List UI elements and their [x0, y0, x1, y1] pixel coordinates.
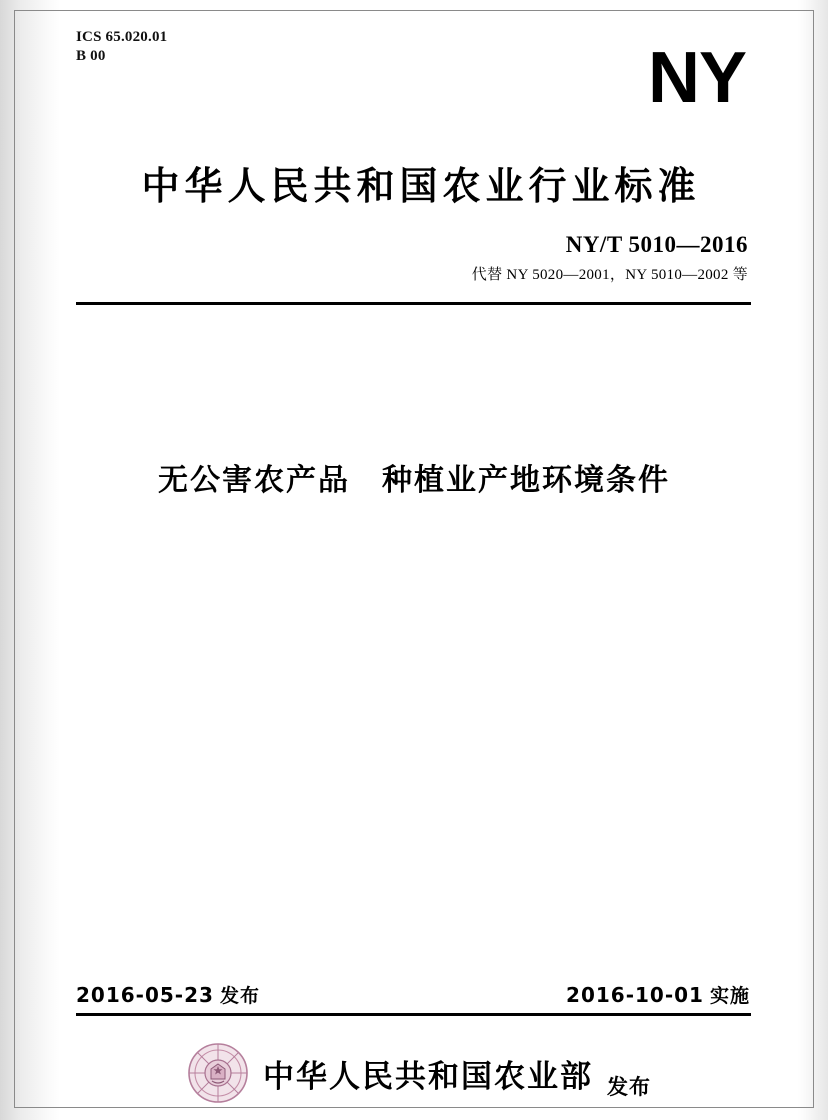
issue-date-block: [76, 981, 260, 1008]
header-divider-rule: [76, 302, 751, 305]
classification-code: B 00: [76, 48, 106, 64]
effective-date-block: [566, 981, 750, 1008]
footer-divider-rule: [76, 1013, 751, 1016]
document-title: [0, 455, 828, 499]
issuer-action-label: 发布: [607, 1075, 651, 1099]
document-title-part2: 种植业产地环境条件: [382, 463, 670, 498]
standard-number: NY/T 5010—2016: [565, 232, 748, 257]
effective-date-value: 2016-10-01: [566, 983, 704, 1007]
ics-classification-block: [76, 28, 167, 66]
issue-date-value: 2016-05-23: [76, 983, 214, 1007]
issue-date-label: 发布: [219, 985, 260, 1007]
ics-code: ICS 65.020.01: [76, 29, 168, 45]
issuer-name: 中华人民共和国农业部: [263, 1058, 593, 1095]
effective-date-label: 实施: [709, 985, 750, 1007]
national-emblem-icon: [187, 1042, 249, 1104]
authority-title: 中华人民共和国农业行业标准: [141, 164, 701, 208]
ny-logo: NY: [647, 38, 746, 118]
standard-replaces-note: 代替 NY 5020—2001，NY 5010—2002 等: [471, 267, 748, 283]
document-title-part1: 无公害农产品: [158, 463, 350, 498]
issuer-row: [0, 1042, 828, 1104]
